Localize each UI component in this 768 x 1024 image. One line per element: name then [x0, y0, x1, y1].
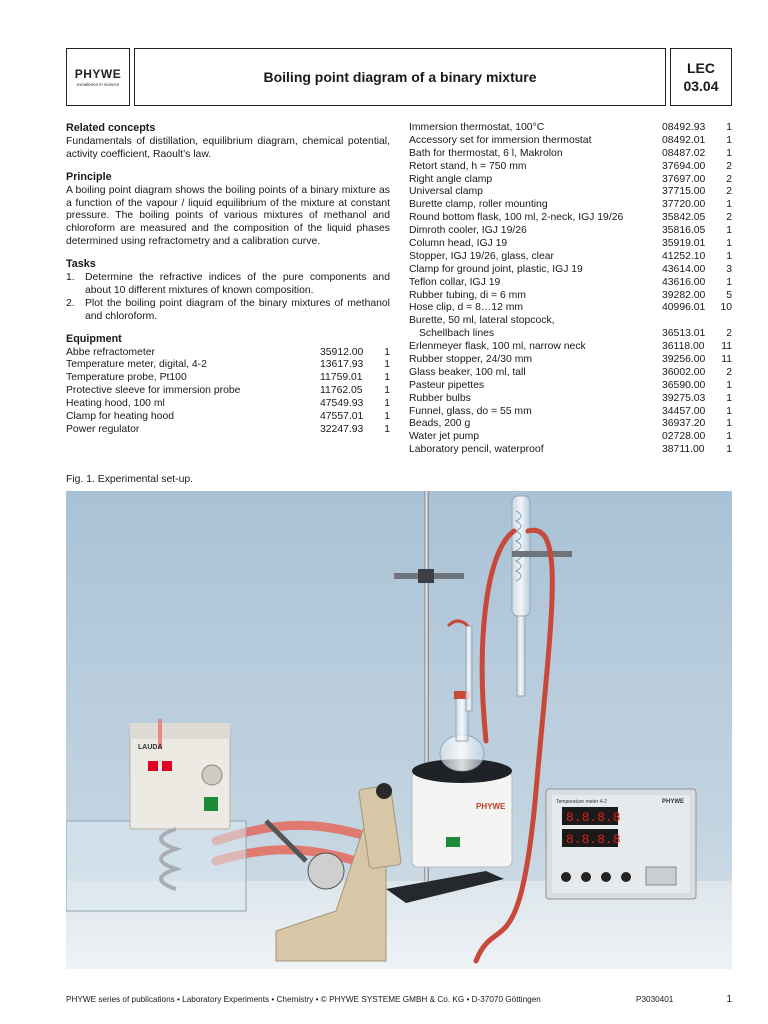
related-concepts-text: Fundamentals of distillation, equilibrium diagram, chemical potential, activity coefficient, Raoult’s law. [66, 135, 390, 160]
equipment-item [409, 367, 732, 380]
equipment-item [409, 174, 732, 187]
equipment-quantity: 1 [726, 276, 732, 288]
heating-hood [412, 759, 512, 867]
related-concepts-heading: Related concepts [66, 122, 156, 134]
equipment-order-number: 37715.00 [662, 186, 706, 198]
equipment-item [409, 186, 732, 199]
equipment-name: Rubber bulbs [409, 392, 471, 404]
lec-number: 03.04 [683, 78, 719, 94]
equipment-item [409, 431, 732, 444]
equipment-item [409, 315, 732, 328]
equipment-quantity: 11 [721, 341, 732, 353]
equipment-order-number: 36513.01 [662, 328, 706, 340]
equipment-quantity: 2 [726, 173, 732, 185]
equipment-order-number: 36118.00 [662, 341, 705, 353]
equipment-item [409, 225, 732, 238]
equipment-name: Accessory set for immersion thermostat [409, 134, 592, 146]
equipment-name: Right angle clamp [409, 173, 493, 185]
equipment-item [409, 264, 732, 277]
equipment-order-number: 11762.05 [320, 385, 363, 397]
equipment-item [409, 135, 732, 148]
equipment-name: Temperature probe, Pt100 [66, 372, 187, 384]
equipment-list-right [409, 122, 732, 457]
equipment-quantity: 2 [726, 212, 732, 224]
equipment-item [66, 424, 390, 437]
equipment-quantity: 1 [726, 238, 732, 250]
equipment-item [409, 251, 732, 264]
equipment-name: Dimroth cooler, IGJ 19/26 [409, 225, 527, 237]
equipment-order-number: 08492.01 [662, 134, 706, 146]
equipment-name: Teflon collar, IGJ 19 [409, 276, 501, 288]
equipment-name: Power regulator [66, 423, 140, 435]
equipment-item [409, 354, 732, 367]
phywe-logo [66, 48, 130, 106]
task-text: Determine the refractive indices of the pure components and about 10 different mixtures of known composition. [85, 272, 390, 296]
equipment-item [66, 398, 390, 411]
equipment-name: Column head, IGJ 19 [409, 238, 508, 250]
equipment-name: Round bottom flask, 100 ml, 2-neck, IGJ 19/26 [409, 212, 624, 224]
tasks-list [66, 272, 390, 324]
equipment-order-number: 36937.20 [662, 418, 706, 430]
equipment-quantity: 11 [721, 354, 732, 366]
equipment-name: Heating hood, 100 ml [66, 398, 165, 410]
equipment-order-number: 39275.03 [662, 392, 706, 404]
equipment-quantity: 1 [384, 411, 390, 423]
equipment-order-number: 43614.00 [662, 263, 706, 275]
equipment-name: Temperature meter, digital, 4-2 [66, 359, 207, 371]
thermostat-label: LAUDA [138, 744, 163, 751]
equipment-name: Bath for thermostat, 6 l, Makrolon [409, 147, 563, 159]
equipment-order-number: 47557.01 [320, 411, 364, 423]
meter-title-label: Temperature meter 4-2 [556, 799, 607, 805]
equipment-item [409, 199, 732, 212]
equipment-item [409, 418, 732, 431]
page-header [66, 48, 732, 106]
display-lower: 8.8.8.8 [566, 832, 621, 847]
equipment-order-number: 37694.00 [662, 160, 706, 172]
equipment-quantity: 1 [384, 423, 390, 435]
equipment-name: Funnel, glass, do = 55 mm [409, 405, 532, 417]
equipment-quantity: 1 [726, 431, 732, 443]
equipment-order-number: 39256.00 [662, 354, 706, 366]
equipment-name: Rubber stopper, 24/30 mm [409, 354, 533, 366]
equipment-name: Hose clip, d = 8…12 mm [409, 302, 524, 314]
tasks-heading: Tasks [66, 258, 96, 271]
equipment-item [66, 347, 390, 360]
equipment-quantity: 1 [726, 134, 732, 146]
equipment-name: Beads, 200 g [409, 418, 471, 430]
equipment-order-number: 43616.00 [662, 276, 706, 288]
equipment-order-number: 35816.05 [662, 225, 706, 237]
equipment-order-number: 41252.10 [662, 250, 706, 262]
equipment-quantity: 1 [726, 199, 732, 211]
equipment-quantity: 1 [726, 418, 732, 430]
equipment-quantity [718, 315, 732, 328]
equipment-order-number: 47549.93 [320, 398, 364, 410]
figure-caption: Fig. 1. Experimental set-up. [66, 474, 194, 485]
equipment-name: Schellbach lines [419, 328, 495, 340]
equipment-name: Abbe refractometer [66, 346, 155, 358]
equipment-quantity: 1 [726, 147, 732, 159]
equipment-order-number: 11759.01 [320, 372, 363, 384]
equipment-name: Protective sleeve for immersion probe [66, 385, 241, 397]
equipment-order-number: 08492.93 [662, 122, 706, 133]
equipment-quantity: 2 [726, 328, 732, 340]
equipment-quantity: 1 [384, 372, 390, 384]
equipment-quantity: 1 [726, 379, 732, 391]
equipment-order-number [662, 315, 718, 328]
task-item [66, 298, 390, 324]
equipment-item [409, 290, 732, 303]
equipment-quantity: 2 [726, 366, 732, 378]
principle-heading: Principle [66, 170, 112, 183]
equipment-item [66, 385, 390, 398]
equipment-order-number: 35842.05 [662, 212, 706, 224]
equipment-heading: Equipment [66, 332, 122, 345]
equipment-item [66, 359, 390, 372]
equipment-quantity: 1 [384, 346, 390, 358]
equipment-quantity: 1 [726, 225, 732, 237]
equipment-order-number: 13617.93 [320, 359, 364, 371]
equipment-order-number: 37697.00 [662, 173, 706, 185]
equipment-item [409, 328, 732, 341]
equipment-name: Erlenmeyer flask, 100 ml, narrow neck [409, 341, 586, 353]
equipment-order-number: 35912.00 [320, 346, 364, 358]
display-upper: 8.8.8.8 [566, 810, 621, 825]
equipment-name: Laboratory pencil, waterproof [409, 444, 544, 456]
meter-brand-label: PHYWE [662, 799, 685, 805]
footer-code: P3030401 [636, 995, 674, 1004]
task-text: Plot the boiling point diagram of the binary mixtures of methanol and chloroform. [85, 297, 390, 322]
lec-box [670, 48, 732, 106]
equipment-order-number: 32247.93 [320, 423, 364, 435]
equipment-name: Retort stand, h = 750 mm [409, 160, 527, 172]
equipment-item [66, 372, 390, 385]
experimental-setup-photo [66, 491, 732, 969]
temperature-meter [546, 789, 696, 899]
task-number: 1. [66, 272, 75, 284]
document-title: Boiling point diagram of a binary mixture [134, 48, 666, 106]
equipment-quantity: 1 [726, 392, 732, 404]
lec-label: LEC [687, 60, 715, 76]
equipment-quantity: 1 [726, 122, 732, 133]
heating-hood-label: PHYWE [476, 802, 506, 811]
equipment-name: Pasteur pipettes [409, 379, 485, 391]
equipment-order-number: 08487.02 [662, 147, 706, 159]
equipment-quantity: 1 [384, 385, 390, 397]
equipment-quantity: 1 [726, 405, 732, 417]
footer-text: PHYWE series of publications • Laboratory Experiments • Chemistry • © PHYWE SYSTEME GMBH & Co. KG • D-37070 Göttingen [66, 995, 541, 1004]
equipment-order-number: 36002.00 [662, 366, 706, 378]
equipment-item [409, 212, 732, 225]
page-number: 1 [726, 994, 732, 1005]
equipment-name: Stopper, IGJ 19/26, glass, clear [409, 250, 554, 262]
equipment-order-number: 35919.01 [662, 238, 706, 250]
task-number: 2. [66, 297, 75, 309]
equipment-quantity: 1 [726, 250, 732, 262]
equipment-name: Glass beaker, 100 ml, tall [409, 366, 526, 378]
equipment-order-number: 02728.00 [662, 431, 706, 443]
left-column [66, 122, 390, 437]
setup-illustration [66, 491, 732, 969]
logo-tagline: excellence in science [76, 82, 120, 87]
equipment-item [409, 148, 732, 161]
principle-text: A boiling point diagram shows the boiling points of a binary mixture as a function of the vapour / liquid equilibrium of the mixture at constant pressure. The boiling points of various mixtures of methanol and chloroform are measured and the composition of the liquid phases determined using refractometry and a calibration curve. [66, 184, 390, 248]
equipment-quantity: 2 [726, 160, 732, 172]
equipment-order-number: 37720.00 [662, 199, 706, 211]
equipment-item [409, 380, 732, 393]
logo-text: PHYWE [74, 67, 122, 81]
equipment-order-number: 39282.00 [662, 289, 706, 301]
equipment-item [409, 341, 732, 354]
equipment-item [66, 411, 390, 424]
equipment-quantity: 1 [384, 398, 390, 410]
equipment-item [409, 302, 732, 315]
equipment-item [409, 393, 732, 406]
equipment-order-number: 34457.00 [662, 405, 706, 417]
equipment-name: Burette, 50 ml, lateral stopcock, [409, 315, 555, 327]
equipment-name: Clamp for ground joint, plastic, IGJ 19 [409, 263, 583, 275]
equipment-name: Burette clamp, roller mounting [409, 199, 548, 211]
equipment-quantity: 10 [720, 302, 732, 314]
equipment-item [409, 238, 732, 251]
equipment-name: Rubber tubing, di = 6 mm [409, 289, 526, 301]
equipment-item [409, 161, 732, 174]
equipment-order-number: 36590.00 [662, 379, 706, 391]
page-footer [66, 994, 732, 1005]
equipment-quantity: 2 [726, 186, 732, 198]
equipment-order-number: 38711.00 [662, 444, 705, 456]
equipment-item [409, 277, 732, 290]
right-column [409, 122, 732, 457]
equipment-quantity: 1 [726, 444, 732, 456]
equipment-name: Immersion thermostat, 100°C [409, 122, 545, 133]
task-item [66, 272, 390, 298]
equipment-quantity: 3 [726, 263, 732, 275]
equipment-name: Universal clamp [409, 186, 483, 198]
equipment-item [409, 122, 732, 135]
equipment-quantity: 5 [726, 289, 732, 301]
equipment-list-left [66, 347, 390, 437]
equipment-name: Clamp for heating hood [66, 411, 175, 423]
equipment-quantity: 1 [384, 359, 390, 371]
equipment-item [409, 406, 732, 419]
equipment-item [409, 444, 732, 457]
equipment-order-number: 40996.01 [662, 302, 706, 314]
equipment-name: Water jet pump [409, 431, 480, 443]
